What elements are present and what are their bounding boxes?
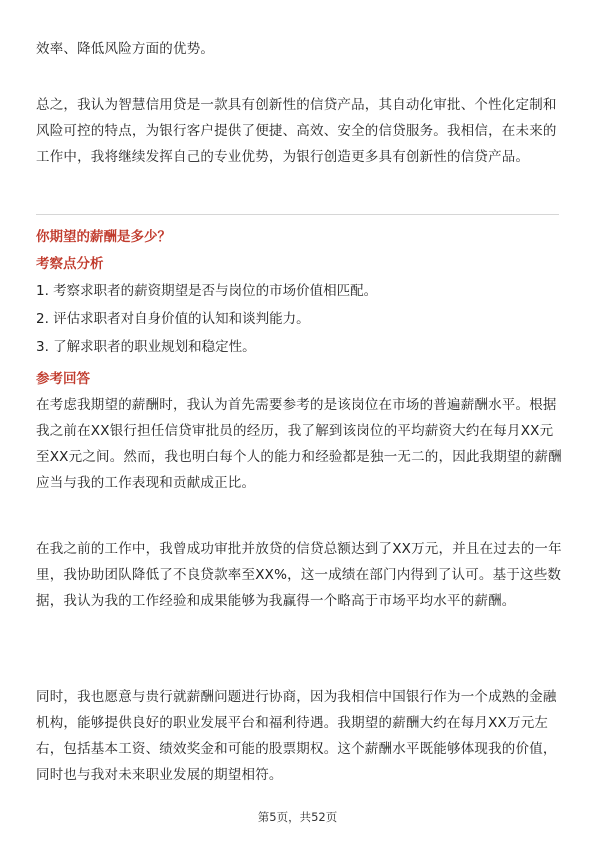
section-divider xyxy=(36,214,559,215)
answer-paragraph: 在考虑我期望的薪酬时，我认为首先需要参考的是该岗位在市场的普遍薪酬水平。根据我之前在XX银行担任信贷审批员的经历，我了解到该岗位的平均薪资大约在每月XX元至XX元之间。然而，我也明白每个人的能力和经验都是独一无二的，因此我期望的薪酬应当与我的工作表现和贡献成正比。 xyxy=(36,397,562,491)
answer-heading: 参考回答 xyxy=(36,371,90,387)
analysis-item: 3. 了解求职者的职业规划和稳定性。 xyxy=(36,339,256,355)
interview-question: 你期望的薪酬是多少？ xyxy=(36,229,171,245)
analysis-heading: 考察点分析 xyxy=(36,256,104,272)
page-number-footer: 第5页，共52页 xyxy=(257,810,338,824)
analysis-item: 1. 考察求职者的薪资期望是否与岗位的市场价值相匹配。 xyxy=(36,283,378,299)
answer-paragraph: 在我之前的工作中，我曾成功审批并放贷的信贷总额达到了XX万元，并且在过去的一年里，我协助团队降低了不良贷款率至XX%，这一成绩在部门内得到了认可。基于这些数据，我认为我的工作经验和成果能够为我赢得一个略高于市场平均水平的薪酬。 xyxy=(36,541,562,609)
summary-paragraph: 总之，我认为智慧信用贷是一款具有创新性的信贷产品，其自动化审批、个性化定制和风险可控的特点，为银行客户提供了便捷、高效、安全的信贷服务。我相信，在未来的工作中，我将继续发挥自己的专业优势，为银行创造更多具有创新性的信贷产品。 xyxy=(36,97,557,165)
intro-tail-paragraph: 效率、降低风险方面的优势。 xyxy=(36,41,215,57)
analysis-item: 2. 评估求职者对自身价值的认知和谈判能力。 xyxy=(36,311,310,327)
answer-paragraph: 同时，我也愿意与贵行就薪酬问题进行协商，因为我相信中国银行作为一个成熟的金融机构，能够提供良好的职业发展平台和福利待遇。我期望的薪酬大约在每月XX万元左右，包括基本工资、绩效奖金和可能的股票期权。这个薪酬水平既能够体现我的价值，同时也与我对未来职业发展的期望相符。 xyxy=(36,689,557,783)
